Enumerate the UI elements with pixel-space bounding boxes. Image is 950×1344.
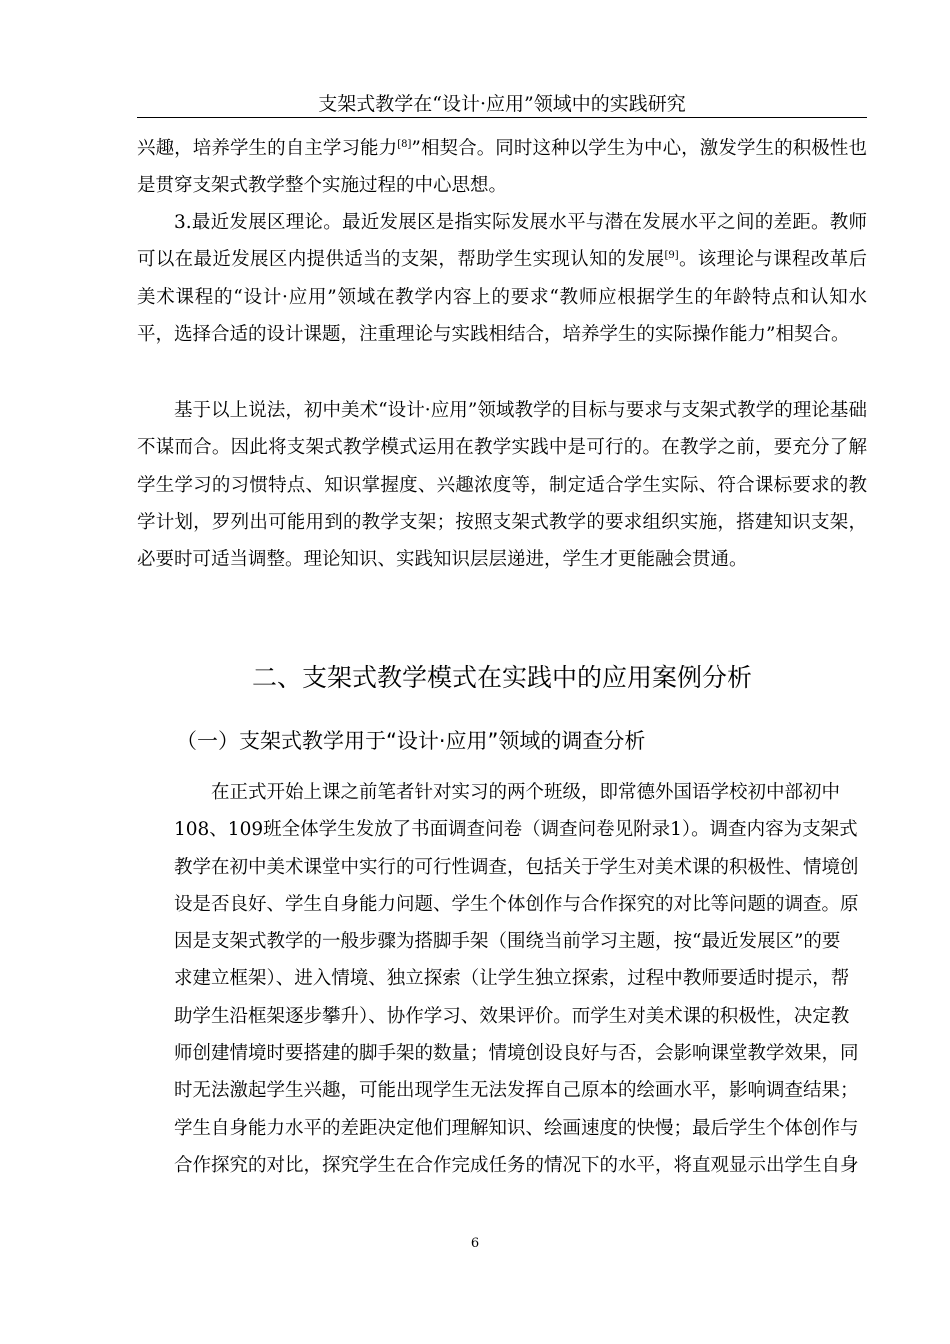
- text-line: 因是支架式教学的一般步骤为搭脚手架（围绕当前学习主题，按“最近发展区”的要: [174, 931, 841, 953]
- section-heading: 二、支架式教学模式在实践中的应用案例分析: [251, 663, 752, 692]
- paragraph-zpd-theory: [137, 204, 867, 353]
- paragraph-survey: [137, 774, 867, 1184]
- text-line: 教学在初中美术课堂中实行的可行性调查，包括关于学生对美术课的积极性、情境创: [174, 856, 859, 878]
- text-line: 在正式开始上课之前笔者针对实习的两个班级，即常德外国语学校初中部初中: [211, 782, 841, 803]
- paragraph-summary: 基于以上说法，初中美术“设计·应用”领域教学的目标与要求与支架式教学的理论基础不谋而合。因此将支架式教学模式运用在教学实践中是可行的。在教学之前，要充分了解学生学习的习惯特点、知识掌握度、兴趣浓度等，制定适合学生实际、符合课标要求的教学计划，罗列出可能用到的教学支架；按照支架式教学的要求组织实施，搭建知识支架，必要时可适当调整。理论知识、实践知识层层递进，学生才更能融会贯通。: [137, 400, 867, 571]
- text-line: 求建立框架）、进入情境、独立探索（让学生独立探索，过程中教师要适时提示，帮: [174, 968, 850, 990]
- paragraph-text: ”相契合。同时这种以学生为中心，激发学生的积极性也是贯穿支架式教学整个实施过程的中心思想。: [137, 138, 867, 197]
- citation-ref: [9]: [664, 250, 679, 262]
- citation-ref: [8]: [397, 138, 412, 150]
- paragraph-text: 兴趣，培养学生的自主学习能力: [137, 138, 398, 159]
- page-number: 6: [470, 1236, 480, 1251]
- running-header: 支架式教学在“设计·应用”领域中的实践研究: [318, 93, 686, 115]
- paragraph-continuation: [137, 130, 867, 205]
- paragraph-text: 3.最近发展区理论。最近发展区是指实际发展水平与潜在发展水平之间的差距。教师可以在最近发展区内提供适当的支架，帮助学生实现认知的发展: [137, 212, 867, 271]
- subsection-heading: （一）支架式教学用于“设计·应用”领域的调查分析: [176, 729, 646, 753]
- text-line: 助学生沿框架逐步攀升）、协作学习、效果评价。而学生对美术课的积极性，决定教: [174, 1005, 850, 1027]
- text-line: 合作探究的对比，探究学生在合作完成任务的情况下的水平，将直观显示出学生自身: [174, 1154, 859, 1176]
- text-line: 设是否良好、学生自身能力问题、学生个体创作与合作探究的对比等问题的调查。原: [174, 893, 859, 915]
- text-line: 师创建情境时要搭建的脚手架的数量；情境创设良好与否，会影响课堂教学效果，同: [174, 1043, 859, 1065]
- paragraph-text: 。该理论与课程改革后美术课程的“设计·应用”领域在教学内容上的要求“教师应根据学生的年龄特点和认知水平，选择合适的设计课题，注重理论与实践相结合，培养学生的实际操作能力”相契合。: [137, 249, 867, 345]
- text-line: 学生自身能力水平的差距决定他们理解知识、绘画速度的快慢；最后学生个体创作与: [174, 1117, 859, 1139]
- text-line: 108、109班全体学生发放了书面调查问卷（调查问卷见附录1）。调查内容为支架式: [174, 819, 858, 841]
- header-rule: [137, 117, 867, 118]
- text-line: 时无法激起学生兴趣，可能出现学生无法发挥自己原本的绘画水平，影响调查结果；: [174, 1080, 859, 1102]
